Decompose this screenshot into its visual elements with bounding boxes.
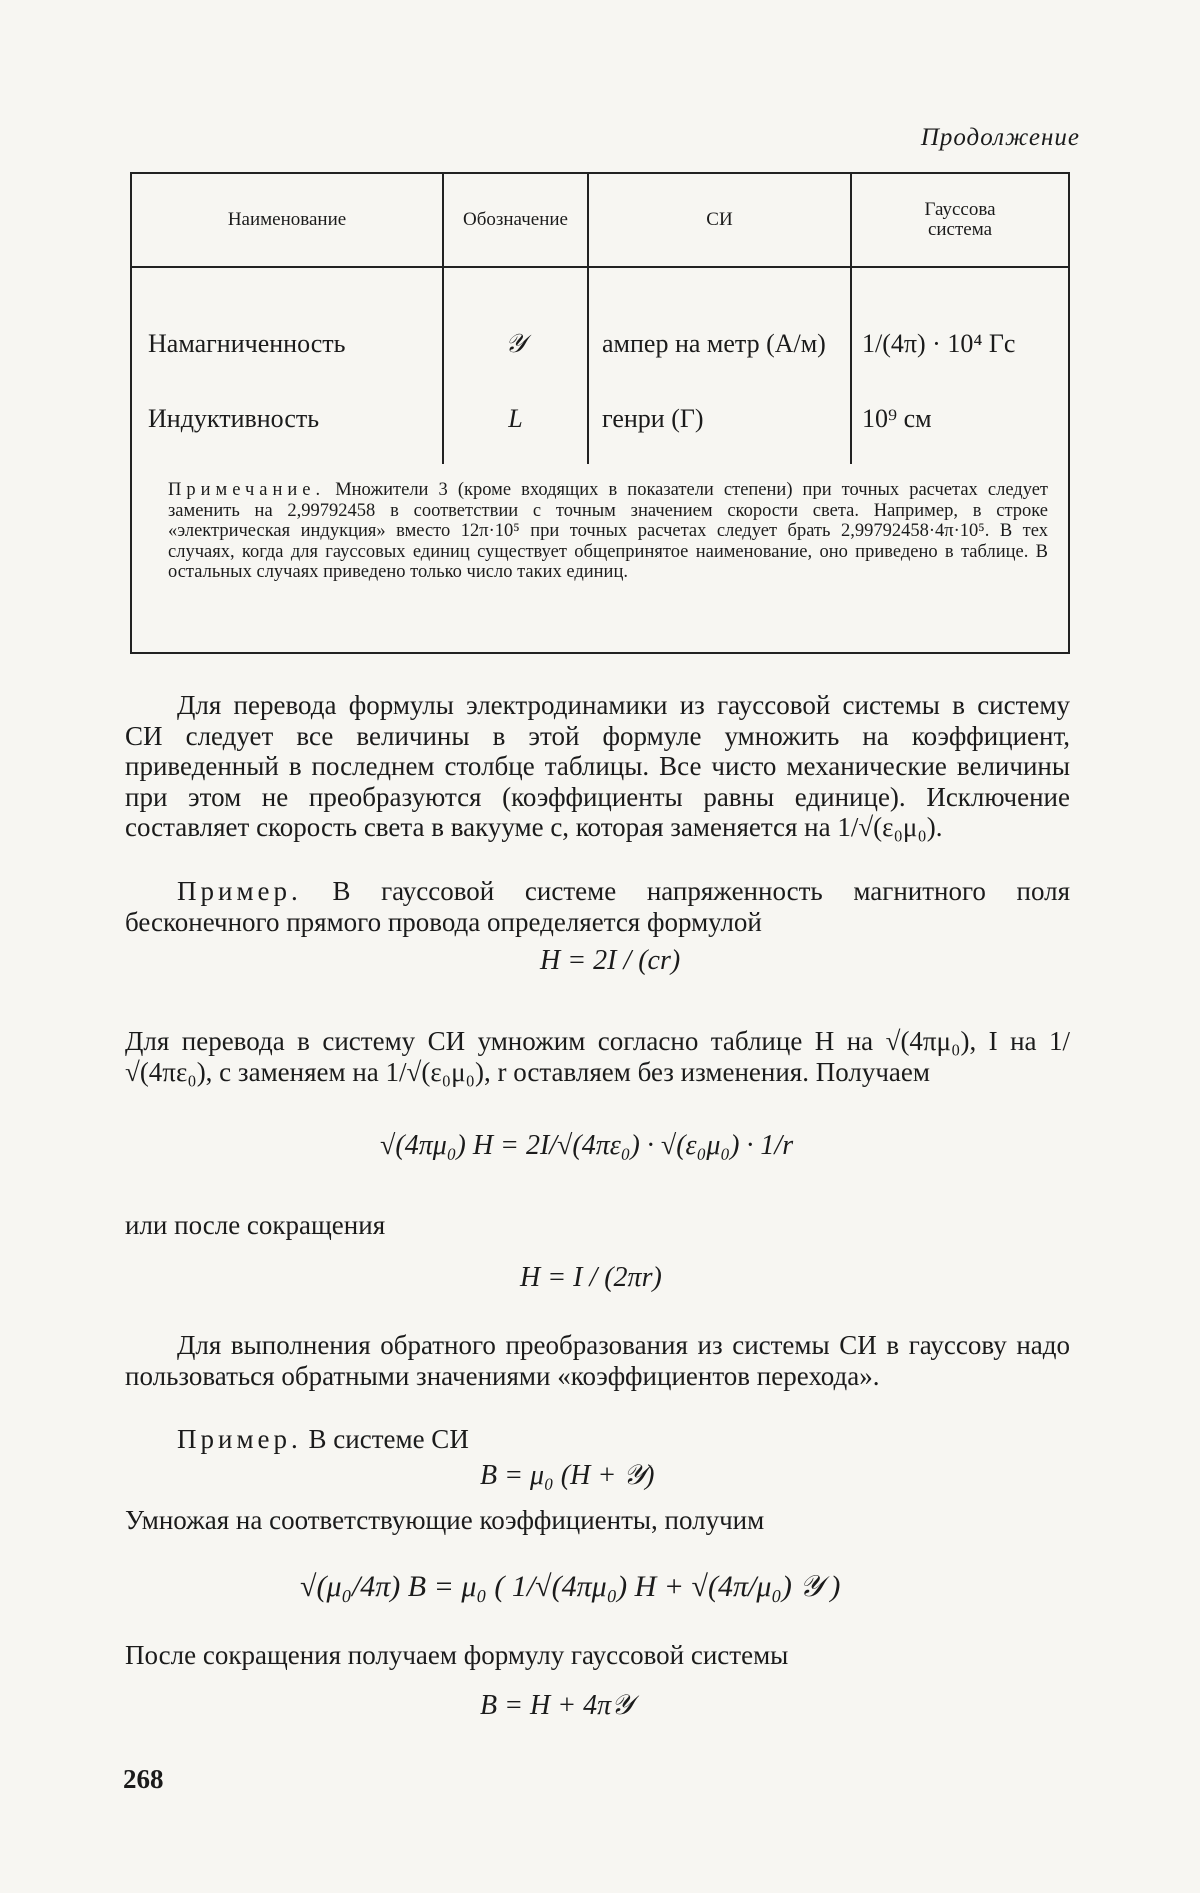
- row-name: Намагниченность: [148, 329, 346, 358]
- note-text: Множители 3 (кроме входящих в показатели степени) при точных расчетах следует заменить на 2,99792458 в соответствии с точным значением скорости света. Например, в строке «электрическая индукция» вместо 12π·10⁵ при точных расчетах следует брать 2,99792458·4π·10⁵. В тех случаях, когда для гауссовых единиц существует общепринятое наименование, оно приведено в таблице. В остальных случаях приведено только число таких единиц.: [168, 480, 1049, 582]
- header-si: СИ: [706, 209, 733, 230]
- header-name: Наименование: [227, 209, 347, 230]
- paragraph-text: В гауссовой системе напряженность магнитного поля бесконечного прямого провода определяется формулой: [125, 876, 1071, 937]
- example-label: Пример.: [177, 876, 302, 906]
- header-symbol: Обозначение: [463, 209, 568, 230]
- paragraph: Для перевода формулы электродинамики из гауссовой системы в систему СИ следует все величины в этой формуле умножить на коэффициент, приведенный в последнем столбце таблицы. Все чисто механические величины при этом не преобразуются (коэффициенты равны единице). Исключение составляет скорость света в вакууме c, которая заменяется на 1/√(ε₀μ₀).: [125, 690, 1070, 842]
- header-divider: [132, 266, 1068, 268]
- table-note: [168, 480, 1048, 583]
- note-label: Примечание.: [168, 480, 326, 500]
- paragraph-text: В системе СИ: [308, 1424, 469, 1454]
- formula-conversion: √(4πμ₀) H = 2I/√(4πε₀) · √(ε₀μ₀) · 1/r: [380, 1130, 794, 1161]
- formula-h-gauss: H = 2I / (cr): [540, 945, 681, 976]
- paragraph: [125, 1424, 1070, 1455]
- row-si: ампер на метр (А/м): [602, 329, 826, 358]
- example-label: Пример.: [177, 1424, 302, 1454]
- row-symbol: L: [508, 404, 523, 433]
- row-symbol: 𝒴: [505, 329, 526, 358]
- paragraph: или после сокращения: [125, 1210, 386, 1240]
- paragraph: После сокращения получаем формулу гауссовой системы: [125, 1640, 789, 1670]
- formula-multiplied: √(μ₀/4π) B = μ₀ ( 1/√(4πμ₀) H + √(4π/μ₀) 𝒴 ): [300, 1570, 841, 1603]
- continued-label: Продолжение: [920, 124, 1080, 151]
- paragraph: Для перевода в систему СИ умножим согласно таблице H на √(4πμ₀), I на 1/√(4πε₀), c заменяем на 1/√(ε₀μ₀), r оставляем без изменения. Получаем: [125, 1026, 1070, 1087]
- page-number: 268: [123, 1764, 164, 1794]
- row-gauss: 1/(4π) · 10⁴ Гс: [862, 329, 1016, 358]
- paragraph: Для выполнения обратного преобразования из системы СИ в гауссову надо пользоваться обратными значениями «коэффициентов перехода».: [125, 1330, 1070, 1391]
- formula-h-si: H = I / (2πr): [520, 1262, 662, 1293]
- formula-b-si: B = μ₀ (H + 𝒴): [480, 1460, 655, 1491]
- row-gauss: 10⁹ см: [862, 404, 932, 433]
- units-table: [130, 172, 1070, 654]
- row-si: генри (Г): [602, 404, 704, 433]
- formula-b-gauss: B = H + 4π𝒴: [480, 1690, 634, 1721]
- paragraph: [125, 876, 1070, 937]
- paragraph: Умножая на соответствующие коэффициенты, получим: [125, 1505, 765, 1535]
- header-gauss: Гауссова система: [924, 199, 996, 240]
- row-name: Индуктивность: [148, 404, 320, 433]
